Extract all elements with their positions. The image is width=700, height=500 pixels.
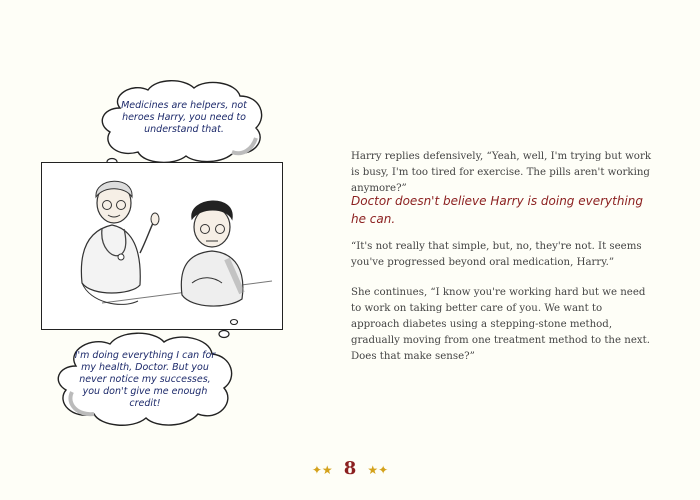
paragraph-harry-reply: Harry replies defensively, “Yeah, well, I'm trying but work is busy, I'm too tired for exercise. The pills aren't working anymore?”	[351, 151, 651, 194]
harry-thought-text: I'm doing everything I can for my health, Doctor. But you never notice my successes, you don't give me enough credit!	[74, 350, 216, 409]
handwritten-note: Doctor doesn't believe Harry is doing everything he can.	[351, 194, 644, 226]
star-icon-left: ✦★	[311, 463, 333, 477]
star-icon-right: ★✦	[367, 463, 389, 477]
paragraph-doctor-reply: “It's not really that simple, but, no, they're not. It seems you've progressed beyond oral medication, Harry.”	[351, 241, 642, 268]
paragraph-doctor-continues: She continues, “I know you're working hard but we need to work on taking better care of you. We want to approach diabetes using a stepping-stone method, gradually moving from one treatment method to the next. Does that make sense?”	[351, 287, 650, 362]
doctor-patient-illustration	[42, 163, 282, 329]
patient-figure	[181, 201, 243, 306]
page-number: 8	[343, 458, 357, 479]
doctor-figure	[81, 181, 159, 304]
thought-bubble-harry	[52, 330, 240, 430]
thought-bubble-doctor	[92, 78, 272, 166]
doctor-thought-text: Medicines are helpers, not heroes Harry, you need to understand that.	[121, 100, 247, 135]
illustration-panel	[41, 162, 283, 330]
page-footer	[0, 458, 700, 479]
